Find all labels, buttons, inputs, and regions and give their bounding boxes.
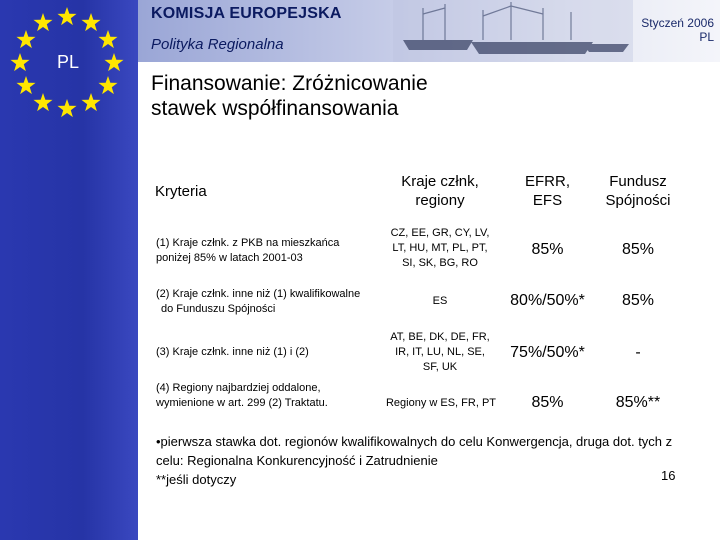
row-3-countries-line1: AT, BE, DK, DE, FR, [390, 331, 490, 343]
org-subtitle: Polityka Regionalna [151, 36, 284, 53]
date-text: Styczeń 2006 [641, 16, 714, 30]
footnote-line3: **jeśli dotyczy [156, 472, 237, 487]
table-row-4-countries [378, 396, 504, 411]
table-row-4-fundusz: 85%** [615, 394, 661, 411]
row-3-countries-line3: SF, UK [422, 361, 458, 373]
row-1-countries-line3: SI, SK, BG, RO [402, 257, 478, 269]
row-3-criteria-line1: (3) Kraje człnk. inne niż (1) i (2) [156, 346, 309, 358]
table-row-3-criteria [156, 345, 309, 360]
table-row-2-fundusz: 85% [621, 292, 655, 309]
header-fundusz [592, 172, 684, 210]
row-1-criteria-line2: poniżej 85% w latach 2001-03 [156, 252, 303, 264]
header-efrr-line2: EFS [532, 192, 563, 209]
slide-title [151, 71, 428, 121]
row-4-criteria-line2: wymienione w art. 299 (2) Traktatu. [156, 397, 328, 409]
table-row-1-efrr: 85% [531, 241, 564, 258]
footnotes [156, 432, 672, 489]
table-row-3-countries [380, 330, 500, 375]
row-4-countries-line1: Regiony w ES, FR, PT [385, 397, 497, 409]
table-row-3-efrr: 75%/50%* [510, 344, 585, 361]
row-3-countries-line2: IR, IT, LU, NL, SE, [395, 346, 485, 358]
table-row-4-efrr: 85% [531, 394, 564, 411]
row-2-countries-line1: ES [432, 295, 448, 307]
header-countries-line1: Kraje człnk, [401, 173, 479, 190]
ships-photo-icon [393, 0, 633, 62]
table-row-1-criteria [156, 236, 339, 266]
flag-country-label: PL [56, 52, 80, 72]
header-fundusz-line2: Spójności [605, 192, 671, 209]
header-countries-line2: regiony [415, 192, 465, 209]
header-fundusz-line1: Fundusz [609, 173, 667, 190]
table-row-4-criteria [156, 381, 328, 411]
org-title: KOMISJA EUROPEJSKA [151, 5, 342, 22]
table-row-1-fundusz: 85% [621, 241, 655, 258]
table-row-2-efrr: 80%/50%* [510, 292, 585, 309]
page-number: 16 [661, 468, 676, 483]
table-row-1-countries [380, 226, 500, 271]
header-efrr [500, 172, 595, 210]
row-1-countries-line1: CZ, EE, GR, CY, LV, [390, 227, 490, 239]
table-row-2-countries [380, 294, 500, 309]
row-4-criteria-line1: (4) Regiony najbardziej oddalone, [156, 382, 321, 394]
header-efrr-line1: EFRR, [525, 173, 570, 190]
header-countries [380, 172, 500, 210]
slide-title-line2: stawek współfinansowania [151, 97, 399, 120]
footnote-line1: •pierwsza stawka dot. regionów kwalifikowalnych do celu Konwergencja, druga dot. tych z [156, 434, 673, 449]
row-1-countries-line2: LT, HU, MT, PL, PT, [392, 242, 488, 254]
row-1-criteria-line1: (1) Kraje człnk. z PKB na mieszkańca [156, 237, 340, 249]
date-lang: PL [699, 30, 714, 44]
header-criteria: Kryteria [155, 183, 207, 200]
row-2-criteria-line2: do Funduszu Spójności [161, 303, 276, 315]
table-row-3-fundusz: - [635, 344, 641, 361]
footnote-line2: celu: Regionalna Konkurencyjność i Zatrudnienie [156, 453, 438, 468]
row-2-criteria-line1: (2) Kraje człnk. inne niż (1) kwalifikowalne [156, 288, 361, 300]
date-block [641, 16, 714, 44]
slide-title-line1: Finansowanie: Zróżnicowanie [151, 72, 428, 95]
table-row-2-criteria [156, 287, 360, 317]
